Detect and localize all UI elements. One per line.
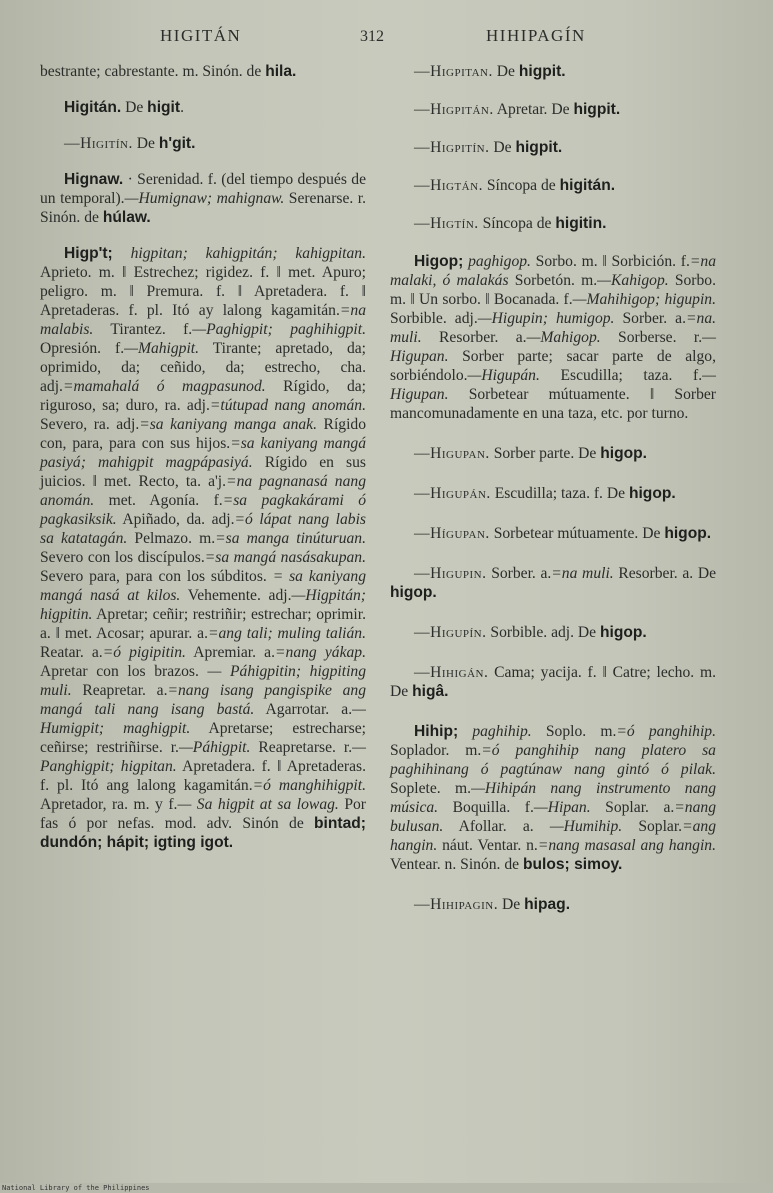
- header-left-guideword: HIGITÁN: [160, 26, 242, 45]
- entry-higpitan: —Higpitan. De higpit.: [414, 63, 566, 80]
- right-column: [390, 62, 716, 914]
- entry-higtin: —Higtín. Síncopa de higitin.: [414, 215, 607, 232]
- left-column: [40, 62, 366, 852]
- entry-higupan-accent: —Higupán. Escudilla; taza. f. De higop.: [414, 485, 676, 502]
- running-header: [0, 22, 773, 52]
- entry-higupin-accent: —Higupín. Sorbible. adj. De higop.: [414, 624, 647, 641]
- header-right-guideword: HIHIPAGÍN: [486, 26, 586, 45]
- entry-higupan: —Higupan. Sorber parte. De higop.: [414, 445, 648, 462]
- entry-hihipagin: —Hihipagin. De hipag.: [414, 896, 571, 913]
- entry-higitan: Higitán. De higit.: [64, 99, 184, 116]
- entry-hignaw: Hignaw. · Serenidad. f. (del tiempo después de un temporal).—Humignaw; mahignaw. Serenarse. r. Sinón. de húlaw.: [40, 171, 366, 226]
- entry-higpit: Higp't; higpitan; kahigpitán; kahigpitan. Aprieto. m. ‖ Estrechez; rigidez. f. ‖ met. Apuro; peligro. m. ‖ Premura. f. ‖ Apretadera. f. ‖ Apretaderas. f. pl. Itó ay lalong kagamitán.=na malabis. Tirantez. f.—Paghigpit; paghihigpit. Opresión. f.—Mahigpit. Tirante; apretado, da; oprimido, da; ceñido, da; estrecho, cha. adj.=mamahalá ó magpasunod. Rígido, da; riguroso, sa; duro, ra. adj.=tútupad nang anomán. Severo, ra. adj.=sa kaniyang manga anak. Rígido con, para, para con sus hijos.=sa kaniyang mangá pasiyá; mahigpit magpápasiyá. Rígido en sus juicios. ‖ met. Recto, ta. a'j.=na pagnanasá nang anomán. met. Agonía. f.=sa pagkakárami ó pagkasiksik. Apiñado, da. adj.=ó lápat nang labis sa katatagán. Pelmazo. m.=sa manga tinúturuan. Severo con los discípulos.=sa mangá nasásakupan. Severo para, para con los súbditos. = sa kaniyang mangá nasá at kilos. Vehemente. adj.—Higpitán; higpitin. Apretar; ceñir; restriñir; estrechar; oprimir. a. ‖ met. Acosar; apurar. a.=ang tali; muling talián. Reatar. a.=ó pigipitin. Apremiar. a.=nang yákap. Apretar con los brazos. — Páhigpitin; higpiting muli. Reapretar. a.=nang isang pangispike ang mangá tali nang isang bastá. Agarrotar. a.—Humigpit; maghigpit. Apretarse; estrecharse; ceñirse; restriñirse. r.—Páhigpit. Reapretarse. r.—Panghigpit; higpitan. Apretadera. f. ‖ Apretaderas. f. pl. Itó ang lalong kagamitán.=ó manghihigpit. Apretador, ra. m. y f.— Sa higpit at sa lowag. Por fas ó por nefas. mod. adv. Sinón de bintad; dundón; hápit; igting igot.: [40, 245, 366, 851]
- entry-higupan-initial-accent: —Hígupan. Sorbetear mútuamente. De higop.: [414, 525, 712, 542]
- page-number: 312: [360, 28, 384, 45]
- entry-higpitin: —Higpitín. De higpit.: [414, 139, 563, 156]
- entry-hihip: Hihip; paghihip. Soplo. m.=ó panghihip. Soplador. m.=ó panghihip nang platero sa paghihinang ó pagtúnaw nang gintó ó pilak. Soplete. m.—Hihipán nang instrumento nang música. Boquilla. f.—Hipan. Soplar. a.=nang bulusan. Afollar. a. —Humihip. Soplar.=ang hangin. náut. Ventar. n.=nang masasal ang hangin. Ventear. n. Sinón. de bulos; simoy.: [390, 723, 717, 873]
- entry-higupin: —Higupin. Sorber. a.=na muli. Resorber. a. De higop.: [390, 565, 716, 601]
- entry-hihigan: —Hihigán. Cama; yacija. f. ‖ Catre; lecho. m. De higâ.: [390, 664, 716, 700]
- entry-higitin: —Higitín. De h'git.: [64, 135, 196, 152]
- entry-higpitan-accent: —Higpitán. Apretar. De higpit.: [414, 101, 621, 118]
- entry-continuation: bestrante; cabrestante. m. Sinón. de hila.: [40, 63, 297, 80]
- entry-higtan: —Higtán. Síncopa de higitán.: [414, 177, 616, 194]
- entry-higop: Higop; paghigop. Sorbo. m. ‖ Sorbición. f.=na malaki, ó malakás Sorbetón. m.—Kahigop. Sorbo. m. ‖ Un sorbo. ‖ Bocanada. f.—Mahihigop; higupin. Sorbible. adj.—Higupin; humigop. Sorber. a.=na. muli. Resorber. a.—Mahigop. Sorberse. r.—Higupan. Sorber parte; sacar parte de algo, sorbiéndolo.—Higupán. Escudilla; taza. f.—Higupan. Sorbetear mútuamente. ‖ Sorber mancomunadamente en una taza, etc. por turno.: [390, 253, 717, 422]
- library-credit: National Library of the Philippines: [2, 1184, 150, 1192]
